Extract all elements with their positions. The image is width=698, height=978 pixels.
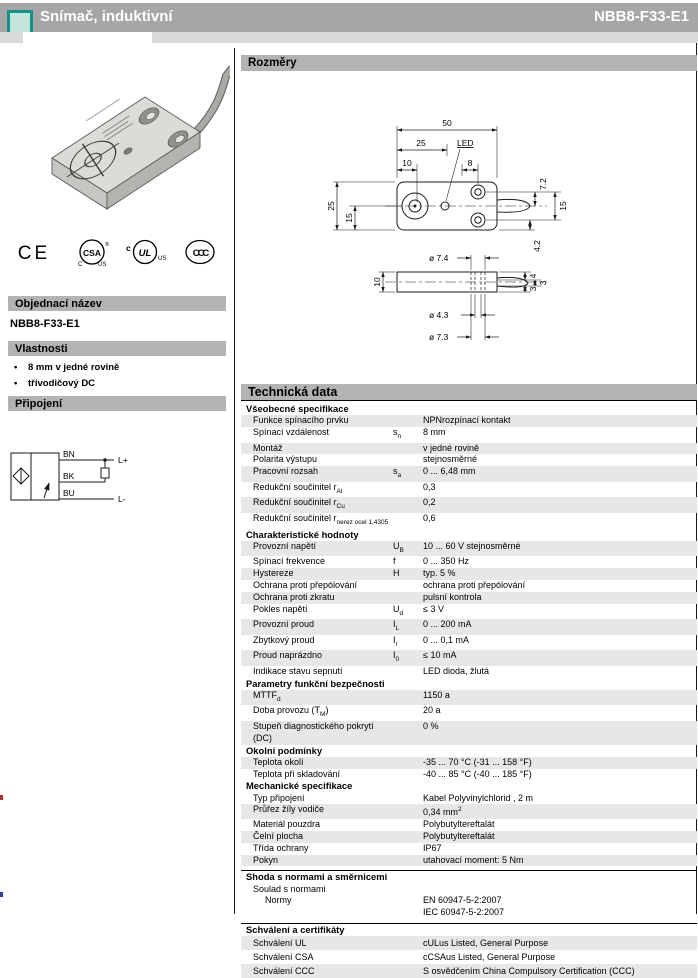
- dim-label: 50: [442, 118, 452, 128]
- dim-label: 3: [538, 280, 548, 286]
- order-name-value: NBB8-F33-E1: [10, 318, 80, 330]
- svg-text:CSA: CSA: [83, 248, 101, 258]
- spec-row: Soulad s normami: [253, 883, 326, 894]
- led-label: LED: [457, 138, 474, 148]
- svg-text:CE: CE: [17, 243, 51, 264]
- dim-label: ø 4.3: [429, 310, 449, 320]
- spec-row: Teplota okolí -35 ... 70 °C (-31 ... 158 °F): [241, 757, 697, 769]
- header-substrip-notch: [23, 32, 152, 43]
- connection-diagram: [2, 443, 212, 523]
- ccc-logo: [186, 241, 214, 264]
- spec-row: Redukční součinitel $r_{nerez ocel 1.4305}$ 0,6: [253, 512, 436, 526]
- spec-section-header: Parametry funkční bezpečnosti: [246, 677, 385, 689]
- certification-logos: [0, 230, 230, 275]
- spec-row: Materiál pouzdra Polybutyltereftalát: [253, 819, 495, 830]
- spec-row: Pracovní rozsah $s_a$ 0 ... 6,48 mm: [241, 466, 697, 482]
- spec-row: Provozní proud $I_L$ 0 ... 200 mA: [241, 619, 697, 635]
- spec-row: Zbytkový proud $I_r$ 0 ... 0,1 mA: [253, 634, 470, 648]
- technical-data-header: Technická data: [241, 384, 697, 401]
- terminal-minus: L-: [118, 494, 126, 504]
- spec-section-header: Schválení a certifikáty: [241, 923, 697, 936]
- spec-row: Schválení CCC S osvědčením China Compulsory Certification (CCC): [241, 964, 697, 978]
- spec-row: Spínací vzdálenost $s_n$ 8 mm: [253, 426, 446, 440]
- dim-label: 4.2: [532, 240, 542, 252]
- spec-row: Stupeň diagnostického pokrytí (DC) 0 %: [241, 721, 697, 745]
- order-name-header: Objednací název: [8, 296, 226, 311]
- feature-item: • 8 mm v jedné rovině: [14, 362, 224, 373]
- dim-label: 7.2: [538, 178, 548, 190]
- spec-row: Ochrana proti přepólování ochrana proti přepólování: [253, 579, 526, 590]
- spec-row: Spínací frekvence f 0 ... 350 Hz: [253, 556, 470, 567]
- svg-text:US: US: [158, 256, 167, 262]
- spec-row: Provozní napětí $U_B$ 10 ... 60 V stejnosměrné: [241, 541, 697, 557]
- spec-row: Polarita výstupu stejnosměrné: [253, 454, 478, 465]
- dim-label: 8: [467, 158, 473, 168]
- spec-row: Pokyn utahovací moment: 5 Nm: [241, 855, 697, 867]
- print-mark: [0, 795, 3, 800]
- csa-logo: [78, 240, 109, 268]
- spec-section-header: Shoda s normami a směrnicemi: [241, 870, 697, 883]
- spec-row: Schválení CSA cCSAus Listed, General Purpose: [253, 952, 556, 963]
- spec-row: Čelní plocha Polybutyltereftalát: [241, 831, 697, 843]
- dim-label: 25: [416, 138, 426, 148]
- spec-section-header: Mechanické specifikace: [246, 780, 353, 792]
- dim-label: 15: [558, 201, 568, 211]
- spec-section-header: Všeobecné specifikace: [246, 403, 349, 414]
- dimensions-header: Rozměry: [241, 55, 697, 71]
- dim-label: ø 7.4: [429, 253, 449, 263]
- svg-text:US: US: [98, 262, 107, 268]
- technical-data-table: [241, 403, 697, 978]
- wire-label-bn: BN: [63, 449, 75, 459]
- spec-row: Hystereze H typ. 5 %: [241, 568, 697, 580]
- page-title: Snímač, induktivní: [40, 8, 173, 25]
- svg-text:C: C: [78, 262, 83, 268]
- npn-switch-arrow: [44, 483, 49, 498]
- spec-row: Indikace stavu sepnutí LED dioda, žlutá: [253, 665, 490, 676]
- spec-section-header: Charakteristické hodnoty: [246, 528, 359, 540]
- load-resistor-symbol: [101, 468, 109, 478]
- svg-text:c: c: [126, 243, 131, 253]
- product-number: NBB8-F33-E1: [593, 8, 689, 25]
- dim-label: 4: [528, 273, 538, 279]
- spec-row: Montáž v jedné rovině: [241, 443, 697, 455]
- feature-item: • třívodičový DC: [14, 378, 224, 389]
- dim-label: 10: [402, 158, 412, 168]
- ce-logo: [18, 243, 50, 264]
- spec-row: Třída ochrany IP67: [253, 842, 442, 853]
- spec-row: $MTTF_d$ 1150 a: [241, 690, 697, 706]
- features-header: Vlastnosti: [8, 341, 226, 356]
- spec-row: Schválení UL cULus Listed, General Purpose: [241, 936, 697, 950]
- wire-label-bu: BU: [63, 488, 75, 498]
- spec-row: Redukční součinitel $r_{Al}$ 0,3: [253, 481, 436, 495]
- spec-row: Redukční součinitel $r_{Cu}$ 0,2: [241, 497, 697, 513]
- terminal-plus: L+: [118, 455, 128, 465]
- spec-row: Průřez žíly vodiče 0,34 $mm^2$: [241, 804, 697, 819]
- spec-row: Doba provozu $(T_M)$ 20 a: [253, 705, 441, 719]
- dim-label: ø 7.3: [429, 332, 449, 342]
- wire-label-bk: BK: [63, 471, 75, 481]
- dim-label: 3: [528, 286, 538, 292]
- svg-text:UL: UL: [138, 248, 152, 259]
- sensor-symbol-icon: [13, 468, 29, 484]
- svg-text:®: ®: [105, 242, 110, 248]
- product-photo-image: [0, 55, 230, 235]
- spec-row: Funkce spínacího prvku NPNrozpínací kontakt: [241, 415, 697, 427]
- spec-row: Pokles napětí $U_d$ ≤ 3 V: [253, 603, 444, 617]
- spec-row: Teplota při skladování -40 ... 85 °C (-40 ... 185 °F): [253, 768, 532, 779]
- dim-label: 25: [326, 201, 336, 211]
- connection-header: Připojení: [8, 396, 226, 411]
- spec-row: Typ připojení Kabel Polyvinylchlorid , 2 m: [253, 792, 534, 803]
- spec-row: Proud naprázdno $I_0$ ≤ 10 mA: [241, 650, 697, 666]
- print-mark: [0, 892, 3, 897]
- svg-text:CCC: CCC: [192, 248, 208, 259]
- spec-section-header: Okolní podmínky: [246, 744, 323, 756]
- ul-logo: [126, 241, 166, 264]
- dim-label: 10: [372, 277, 382, 287]
- spec-row: Normy EN 60947-5-2:2007 IEC 60947-5-2:2007: [265, 895, 505, 918]
- dim-label: 15: [344, 213, 354, 223]
- spec-row: Ochrana proti zkratu pulsní kontrola: [241, 592, 697, 604]
- dimension-drawing: [235, 60, 698, 382]
